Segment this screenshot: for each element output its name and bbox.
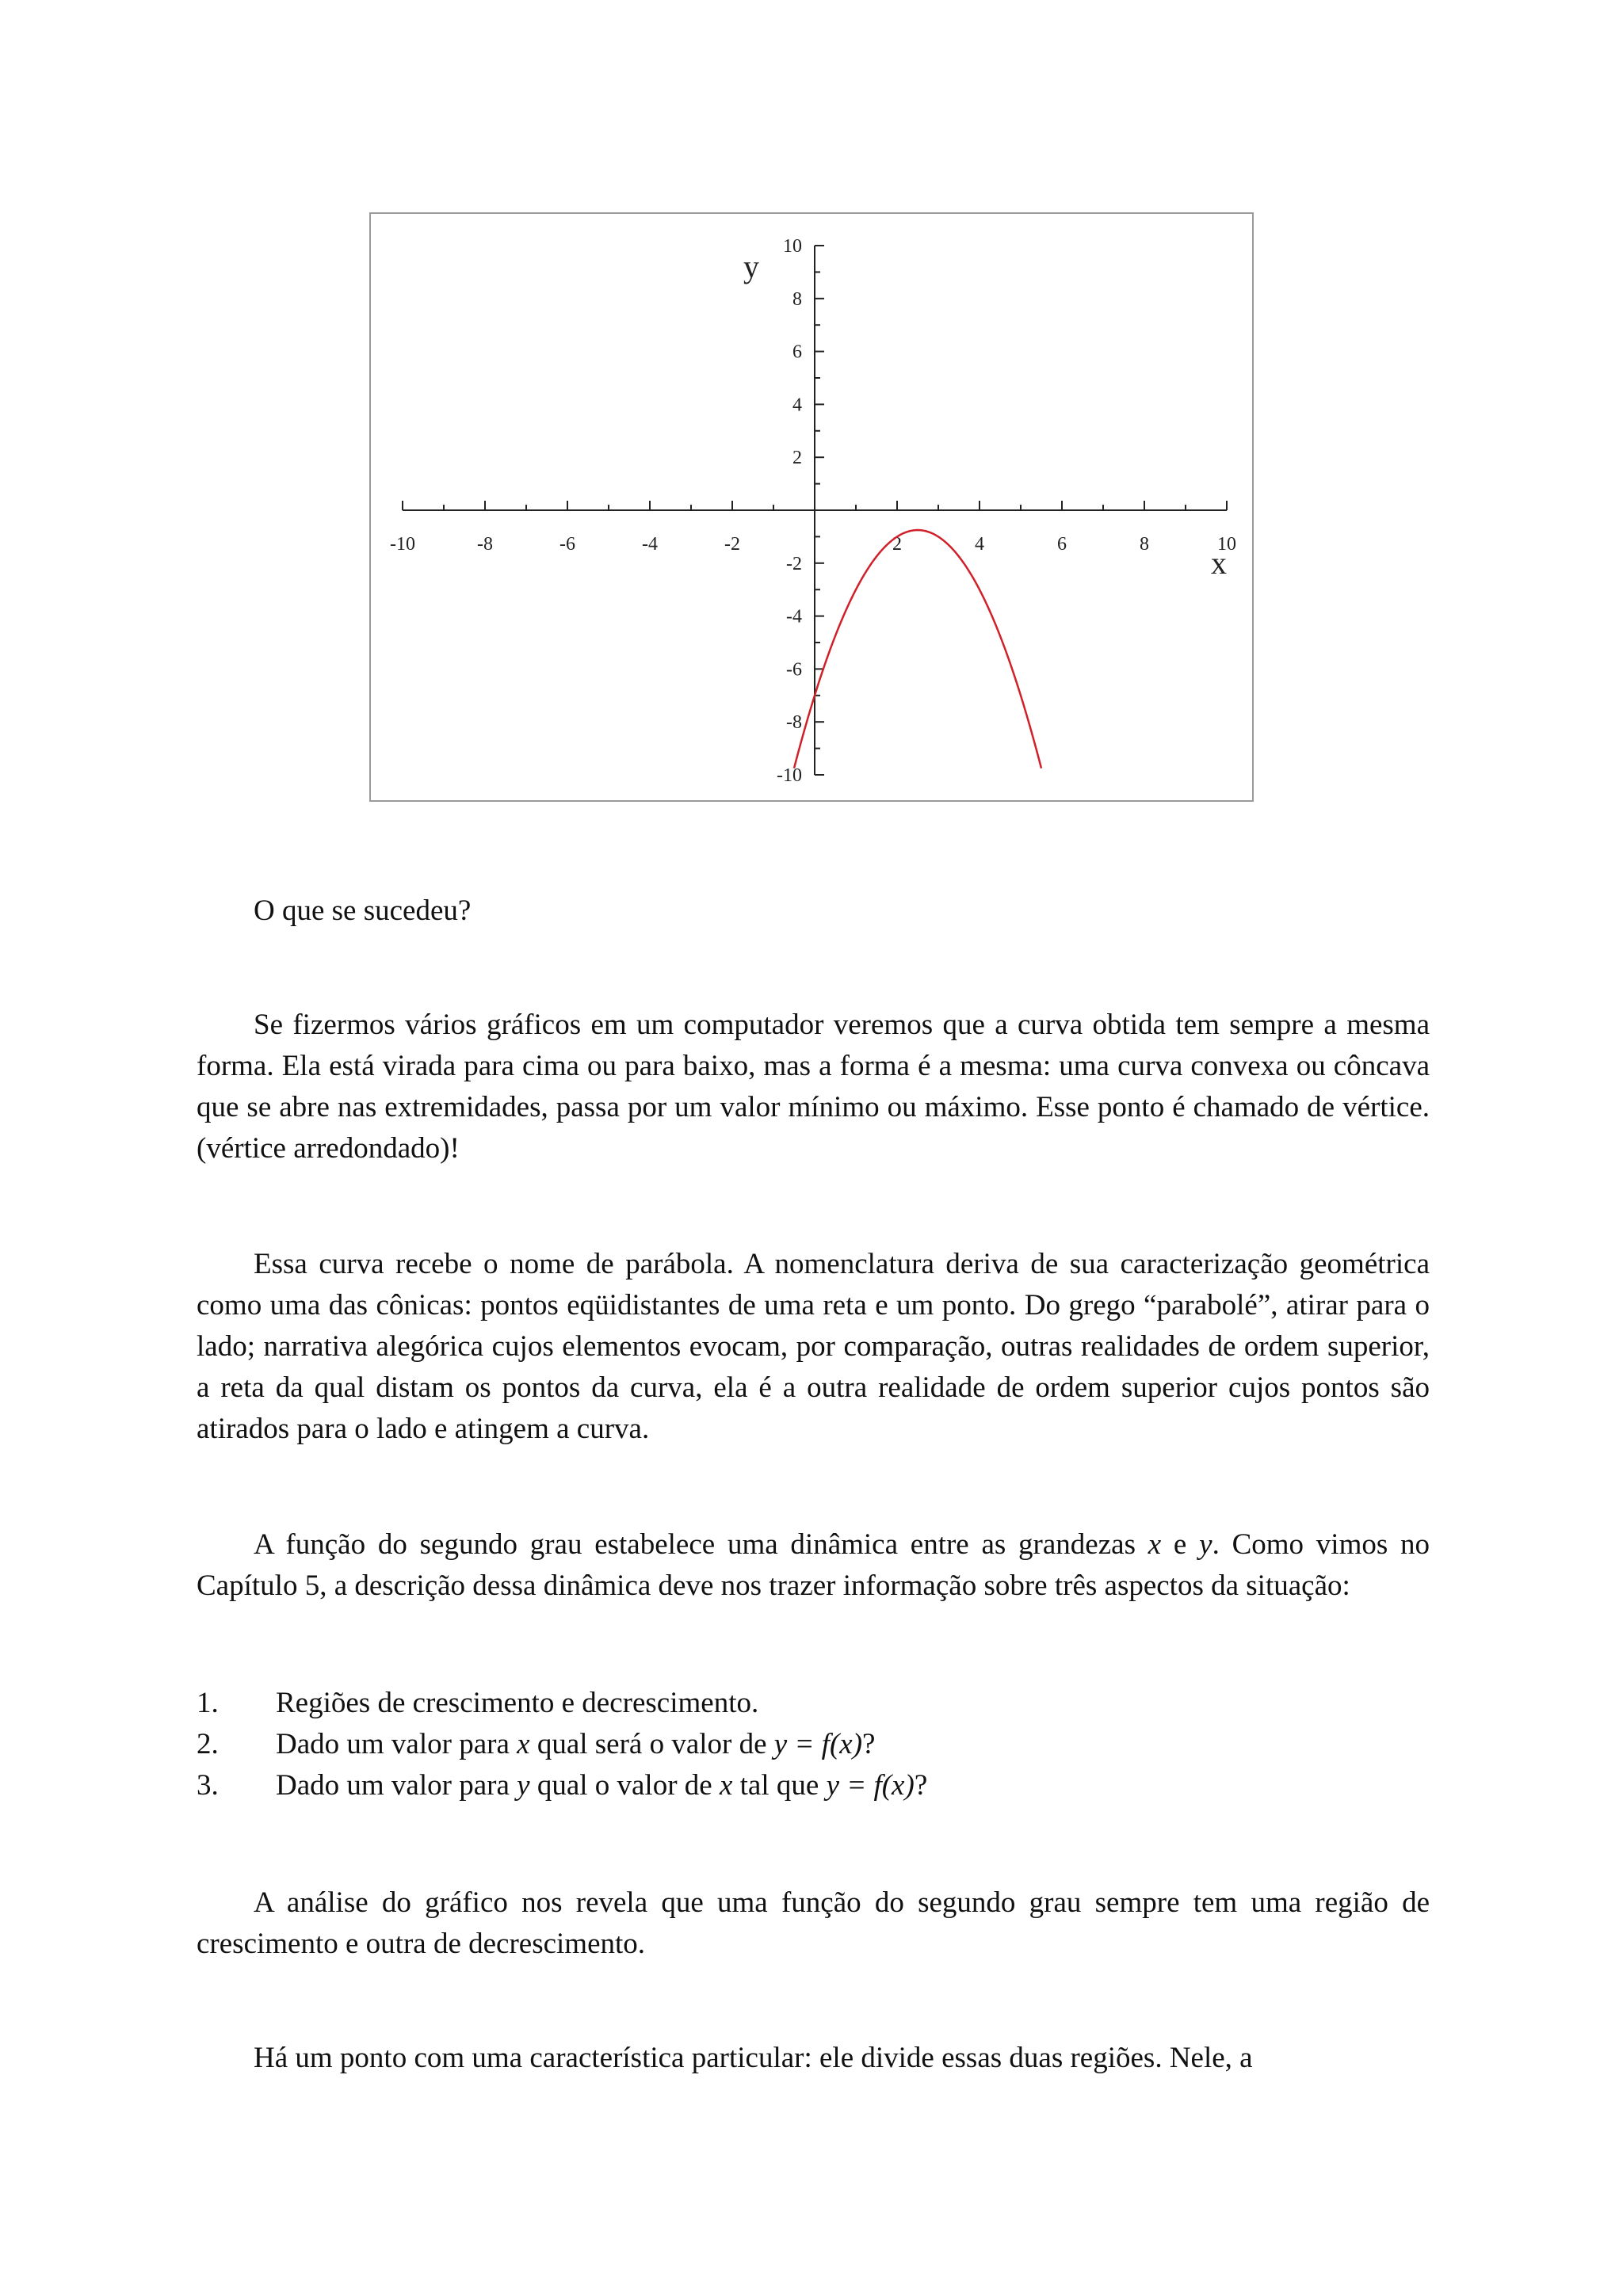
text-run: . Como vimos no Capítulo 5, a descrição dessa dinâmica deve nos trazer informação sobre três aspectos da situação: [197, 1528, 1430, 1602]
list-text [276, 1724, 875, 1765]
list-item [197, 1765, 1430, 1806]
aspects-list [197, 1683, 1430, 1806]
x-tick-label: 2 [892, 534, 902, 555]
parabola-chart [369, 212, 1254, 802]
x-tick-label: -2 [724, 534, 740, 555]
text-run: ? [862, 1728, 876, 1760]
list-number: 2. [197, 1728, 219, 1760]
text-run: Dado um valor para [276, 1728, 517, 1760]
list-number: 3. [197, 1769, 219, 1802]
y-tick-label: 8 [792, 288, 802, 310]
var-x: x [1148, 1528, 1162, 1561]
y-tick-label: 6 [792, 341, 802, 363]
x-tick-label: 8 [1140, 534, 1149, 555]
text-run: tal que [732, 1769, 827, 1802]
var-y: y [1199, 1528, 1212, 1561]
x-tick-label: -8 [477, 534, 493, 555]
y-axis-label: y [743, 249, 759, 284]
x-tick-label: -10 [390, 534, 415, 555]
list-text [276, 1765, 927, 1806]
x-tick-label: 4 [975, 534, 984, 555]
chart-canvas [371, 214, 1252, 800]
parabola-curve [794, 530, 1041, 769]
text-run: ? [914, 1769, 928, 1802]
x-tick-label: 10 [1217, 534, 1236, 555]
text-run: A função do segundo grau estabelece uma dinâmica entre as grandezas [254, 1528, 1148, 1561]
y-tick-label: 4 [792, 395, 802, 416]
var-x: x [517, 1728, 530, 1760]
var-x: x [719, 1769, 733, 1802]
x-tick-label: -4 [642, 534, 658, 555]
y-tick-label: -6 [786, 659, 802, 681]
text-run: e [1161, 1528, 1200, 1561]
list-number: 1. [197, 1687, 219, 1719]
var-y: y [517, 1769, 530, 1802]
equation: y = f(x) [826, 1769, 915, 1802]
text-run: qual será o valor de [529, 1728, 774, 1760]
y-tick-label: -4 [786, 606, 802, 627]
y-tick-label: -10 [777, 765, 802, 786]
list-item [197, 1683, 1430, 1724]
y-tick-label: -2 [786, 553, 802, 574]
list-text: Regiões de crescimento e decrescimento. [276, 1687, 759, 1719]
paragraph-shape: Se fizermos vários gráficos em um computador veremos que a curva obtida tem sempre a mesma forma. Ela está virada para cima ou para baixo, mas a forma é a mesma: uma curva convexa ou côncava que se abre nas extremidades, passa por um valor mínimo ou máximo. Esse ponto é chamado de vértice. (vértice arredondado)! [197, 1009, 1430, 1165]
x-axis-label: x [1211, 545, 1227, 581]
y-tick-label: 10 [783, 236, 802, 257]
paragraph-dynamics [197, 1524, 1430, 1607]
x-tick-label: -6 [559, 534, 575, 555]
paragraph-question: O que se sucedeu? [254, 894, 472, 927]
text-run: Dado um valor para [276, 1769, 517, 1802]
paragraph-vertex: Há um ponto com uma característica particular: ele divide essas duas regiões. Nele, a [254, 2042, 1253, 2074]
list-item [197, 1724, 1430, 1765]
text-run: qual o valor de [529, 1769, 720, 1802]
y-tick-label: -8 [786, 712, 802, 734]
y-tick-label: 2 [792, 448, 802, 469]
paragraph-parabola-name: Essa curva recebe o nome de parábola. A nomenclatura deriva de sua caracterização geométrica como uma das cônicas: pontos eqüidistantes de uma reta e um ponto. Do grego “parabolé”, atirar para o lado; narrativa alegórica cujos elementos evocam, por comparação, outras realidades de ordem superior, a reta da qual distam os pontos da curva, ela é a outra realidade de ordem superior cujos pontos são atirados para o lado e atingem a curva. [197, 1248, 1430, 1445]
paragraph-analysis: A análise do gráfico nos revela que uma função do segundo grau sempre tem uma região de crescimento e outra de decrescimento. [197, 1886, 1430, 1960]
x-tick-label: 6 [1057, 534, 1067, 555]
equation: y = f(x) [773, 1728, 863, 1760]
